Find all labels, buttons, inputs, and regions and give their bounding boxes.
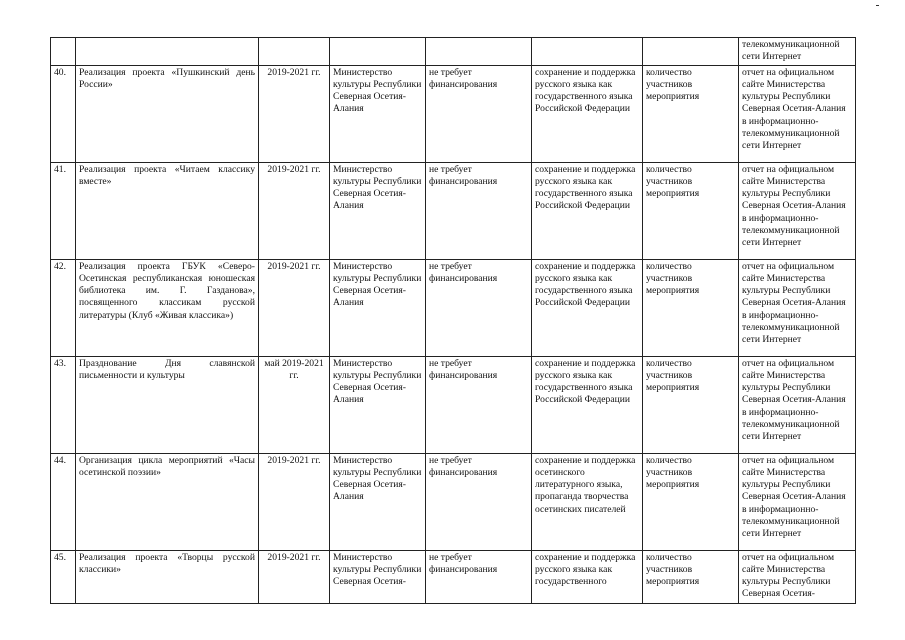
executor-cell: Министерство культуры Республики Северная Осетия- <box>330 551 426 603</box>
result-cell: телекоммуникационной сети Интернет <box>739 38 856 66</box>
indicator-cell: количество участников мероприятия <box>643 454 739 551</box>
table-row <box>51 454 856 551</box>
number-cell: 40. <box>51 66 76 163</box>
executor-cell: Министерство культуры Республики Северная Осетия-Алания <box>330 66 426 163</box>
table-row <box>51 66 856 163</box>
financing-cell: не требует финансирования <box>426 454 532 551</box>
goal-cell: сохранение и поддержка русского языка как государственного языка Российской Федерации <box>532 66 643 163</box>
executor-cell: Министерство культуры Республики Северная Осетия-Алания <box>330 454 426 551</box>
name-cell: Организация цикла мероприятий «Часы осетинской поэзии» <box>76 454 259 551</box>
period-cell: май 2019-2021 гг. <box>259 357 330 454</box>
period-cell: 2019-2021 гг. <box>259 454 330 551</box>
period-cell: 2019-2021 гг. <box>259 163 330 260</box>
indicator-cell: количество участников мероприятия <box>643 357 739 454</box>
goal-cell <box>532 38 643 66</box>
name-cell: Реализация проекта ГБУК «Северо-Осетинская республиканская юношеская библиотека им. Г. Газданова», посвященного классикам русской литературы (Клуб «Живая классика») <box>76 260 259 357</box>
goal-cell: сохранение и поддержка осетинского литературного языка, пропаганда творчества осетинских писателей <box>532 454 643 551</box>
result-cell: отчет на официальном сайте Министерства культуры Республики Северная Осетия-Алания в информационно-телекоммуникационной сети Интернет <box>739 454 856 551</box>
period-cell: 2019-2021 гг. <box>259 66 330 163</box>
number-cell: 42. <box>51 260 76 357</box>
indicator-cell <box>643 38 739 66</box>
table-row <box>51 163 856 260</box>
financing-cell: не требует финансирования <box>426 551 532 603</box>
result-cell: отчет на официальном сайте Министерства культуры Республики Северная Осетия-Алания в информационно-телекоммуникационной сети Интернет <box>739 357 856 454</box>
name-cell: Реализация проекта «Пушкинский день России» <box>76 66 259 163</box>
executor-cell <box>330 38 426 66</box>
indicator-cell: количество участников мероприятия <box>643 163 739 260</box>
financing-cell: не требует финансирования <box>426 66 532 163</box>
financing-cell: не требует финансирования <box>426 357 532 454</box>
name-cell: Реализация проекта «Читаем классику вместе» <box>76 163 259 260</box>
financing-cell <box>426 38 532 66</box>
number-cell: 45. <box>51 551 76 603</box>
result-cell: отчет на официальном сайте Министерства культуры Республики Северная Осетия-Алания в информационно-телекоммуникационной сети Интернет <box>739 260 856 357</box>
indicator-cell: количество участников мероприятия <box>643 260 739 357</box>
period-cell: 2019-2021 гг. <box>259 551 330 603</box>
period-cell <box>259 38 330 66</box>
name-cell: Реализация проекта «Творцы русской классики» <box>76 551 259 603</box>
result-cell: отчет на официальном сайте Министерства культуры Республики Северная Осетия-Алания в информационно-телекоммуникационной сети Интернет <box>739 163 856 260</box>
table-row <box>51 260 856 357</box>
goal-cell: сохранение и поддержка русского языка как государственного языка Российской Федерации <box>532 357 643 454</box>
number-cell: 43. <box>51 357 76 454</box>
result-cell: отчет на официальном сайте Министерства культуры Республики Северная Осетия- <box>739 551 856 603</box>
financing-cell: не требует финансирования <box>426 260 532 357</box>
goal-cell: сохранение и поддержка русского языка как государственного языка Российской Федерации <box>532 260 643 357</box>
measures-table <box>50 37 856 604</box>
executor-cell: Министерство культуры Республики Северная Осетия-Алания <box>330 357 426 454</box>
table-row <box>51 38 856 66</box>
number-cell: 44. <box>51 454 76 551</box>
result-cell: отчет на официальном сайте Министерства культуры Республики Северная Осетия-Алания в информационно-телекоммуникационной сети Интернет <box>739 66 856 163</box>
financing-cell: не требует финансирования <box>426 163 532 260</box>
executor-cell: Министерство культуры Республики Северная Осетия-Алания <box>330 163 426 260</box>
period-cell: 2019-2021 гг. <box>259 260 330 357</box>
number-cell <box>51 38 76 66</box>
goal-cell: сохранение и поддержка русского языка как государственного <box>532 551 643 603</box>
name-cell: Празднование Дня славянской письменности и культуры <box>76 357 259 454</box>
scan-speck <box>876 5 879 6</box>
indicator-cell: количество участников мероприятия <box>643 551 739 603</box>
indicator-cell: количество участников мероприятия <box>643 66 739 163</box>
goal-cell: сохранение и поддержка русского языка как государственного языка Российской Федерации <box>532 163 643 260</box>
name-cell <box>76 38 259 66</box>
table-row <box>51 357 856 454</box>
executor-cell: Министерство культуры Республики Северная Осетия-Алания <box>330 260 426 357</box>
number-cell: 41. <box>51 163 76 260</box>
table-row <box>51 551 856 603</box>
